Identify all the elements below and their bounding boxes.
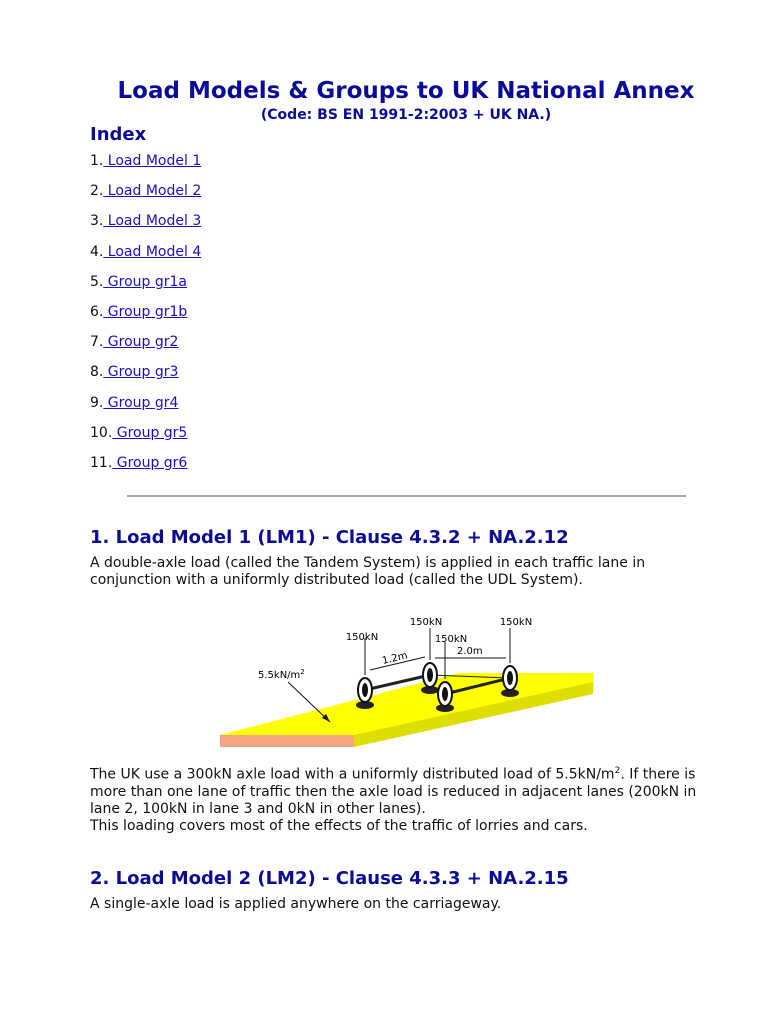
section-body-lm1 bbox=[90, 763, 730, 835]
section-intro-lm2: A single-axle load is applied anywhere on the carriageway. bbox=[90, 896, 502, 912]
udl-label bbox=[258, 668, 305, 681]
index-item bbox=[90, 394, 201, 424]
lm1-body-superscript: 2 bbox=[614, 766, 621, 776]
index-heading: Index bbox=[90, 124, 147, 145]
index-item bbox=[90, 273, 201, 303]
index-number: 10. bbox=[90, 424, 113, 441]
dim-label-axle: 1.2m bbox=[381, 650, 409, 667]
index-item bbox=[90, 303, 201, 333]
section-heading-lm2: 2. Load Model 2 (LM2) - Clause 4.3.3 + NA.2.15 bbox=[90, 868, 569, 889]
index-link-group-gr3[interactable]: Group gr3 bbox=[103, 364, 179, 381]
index-link-group-gr1b[interactable]: Group gr1b bbox=[103, 303, 188, 320]
index-number: 7. bbox=[90, 334, 104, 351]
index-item bbox=[90, 363, 201, 393]
index-link-load-model-1[interactable]: Load Model 1 bbox=[103, 153, 202, 169]
index-link-group-gr4[interactable]: Group gr4 bbox=[103, 394, 179, 411]
load-label-top: 150kN bbox=[409, 617, 443, 628]
load-label-mid: 150kN bbox=[434, 634, 468, 645]
index-link-load-model-4[interactable]: Load Model 4 bbox=[103, 243, 202, 260]
lm1-body-text-3: This loading covers most of the effects of the traffic of lorries and cars. bbox=[90, 817, 588, 834]
udl-label-base: 5.5kN/m bbox=[258, 670, 301, 681]
lm1-tandem-system-diagram bbox=[218, 610, 598, 756]
index-number: 11. bbox=[90, 454, 113, 471]
index-item bbox=[90, 212, 201, 242]
wheel-front-right bbox=[423, 663, 437, 687]
lm1-body-text-1: The UK use a 300kN axle load with a uniformly distributed load of 5.5kN/m bbox=[90, 766, 615, 783]
index-number: 2. bbox=[90, 183, 104, 200]
wheel-rear-right bbox=[503, 666, 517, 690]
index-item bbox=[90, 243, 201, 273]
index-number: 5. bbox=[90, 273, 104, 290]
index-item bbox=[90, 424, 201, 454]
section-intro-lm1: A double-axle load (called the Tandem System) is applied in each traffic lane in conjunction with a uniformly distributed load (called the UDL System). bbox=[90, 555, 646, 588]
index-number: 8. bbox=[90, 364, 104, 381]
wheel-front-left bbox=[358, 678, 372, 702]
index-link-group-gr6[interactable]: Group gr6 bbox=[112, 454, 188, 471]
section-heading-lm1: 1. Load Model 1 (LM1) - Clause 4.3.2 + NA.2.12 bbox=[90, 527, 569, 548]
index-link-load-model-3[interactable]: Load Model 3 bbox=[103, 213, 202, 230]
index-link-group-gr5[interactable]: Group gr5 bbox=[112, 424, 188, 441]
index-link-group-gr1a[interactable]: Group gr1a bbox=[103, 273, 188, 290]
index-item bbox=[90, 182, 201, 212]
load-label-left: 150kN bbox=[345, 632, 379, 643]
deck-front-face bbox=[220, 735, 354, 747]
dim-label-wheel: 2.0m bbox=[457, 646, 483, 657]
index-number: 4. bbox=[90, 243, 104, 260]
page-subtitle: (Code: BS EN 1991-2:2003 + UK NA.) bbox=[260, 107, 552, 123]
index-number: 6. bbox=[90, 303, 104, 320]
index-link-group-gr2[interactable]: Group gr2 bbox=[103, 334, 179, 351]
page-title: Load Models & Groups to UK National Annex bbox=[117, 78, 695, 104]
index-link-load-model-2[interactable]: Load Model 2 bbox=[103, 183, 202, 200]
section-divider bbox=[127, 495, 686, 497]
wheel-rear-left bbox=[438, 682, 452, 706]
udl-label-exponent: 2 bbox=[300, 668, 305, 676]
index-number: 1. bbox=[90, 153, 104, 169]
lm1-diagram-svg bbox=[218, 610, 598, 752]
load-label-right: 150kN bbox=[499, 617, 533, 628]
index-number: 9. bbox=[90, 394, 104, 411]
lm1-body-text-2: . If there is more than one lane of traffic then the axle load is reduced in adjacent lanes (200kN in lane 2, 100kN in lane 3 and 0kN in other lanes). bbox=[90, 766, 697, 817]
index-item bbox=[90, 454, 201, 484]
index-list bbox=[90, 152, 201, 484]
index-item bbox=[90, 333, 201, 363]
index-item bbox=[90, 152, 201, 182]
index-number: 3. bbox=[90, 213, 104, 230]
